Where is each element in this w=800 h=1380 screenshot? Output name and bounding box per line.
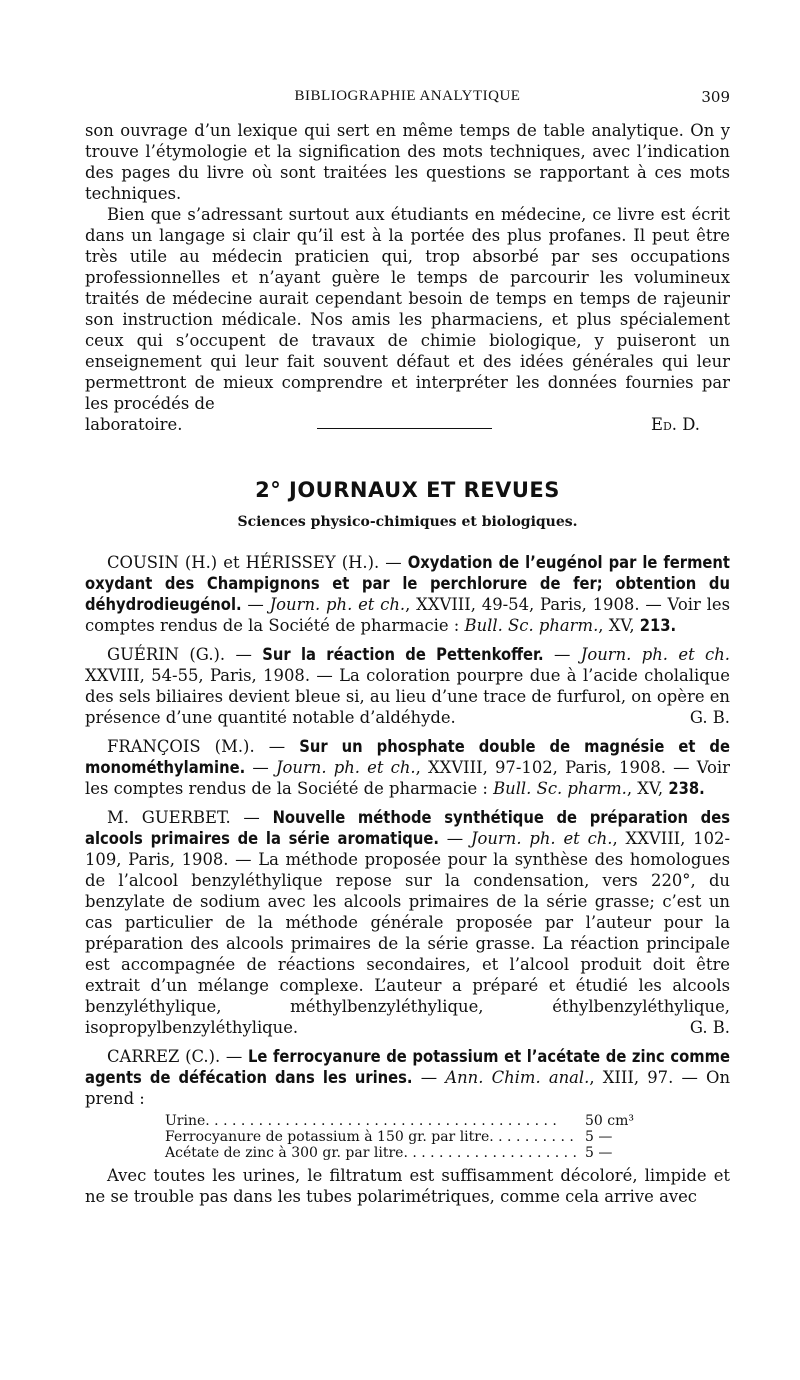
intro-closing-line — [85, 414, 730, 435]
subsection-title: Sciences physico-chimiques et biologiques. — [237, 514, 578, 530]
entry-title: Oxydation de l’eugénol par le ferment oxydant des Champignons et par le perchlorure de fer; obtention du déhydrodieugénol. — [85, 553, 730, 614]
entry-guerin — [85, 644, 730, 728]
entry-reference: XXVIII, 54-55, Paris, 1908. — La coloration pourpre due à l’acide cholalique des sels biliaires devient bleue si, au lieu d’une trace de furfurol, on opère en présence d’une quantité notable d’aldéhyde. — [85, 666, 730, 727]
entry-journal-2: Bull. Sc. pharm. — [464, 616, 599, 635]
entry-francois — [85, 736, 730, 799]
entry-title: Le ferrocyanure de potassium et l’acétate de zinc comme agents de défécation dans les urines. — [85, 1047, 730, 1087]
page-header — [85, 88, 730, 110]
recipe-ingredient: Acétate de zinc à 300 gr. par litre — [165, 1145, 404, 1161]
recipe-quantity: 50 cm³ — [585, 1113, 634, 1129]
recipe-row — [165, 1129, 645, 1145]
entry-author: CARREZ (C.). — — [107, 1047, 248, 1066]
entry-separator: — — [245, 758, 276, 777]
entry-journal: Journ. ph. et ch. — [275, 758, 416, 777]
recipe-quantity: 5 — — [585, 1145, 613, 1161]
entry-page: 238. — [668, 779, 705, 798]
entry-reference: , XIII, 97. — On prend : — [85, 1068, 730, 1108]
entry-journal: Journ. ph. et ch. — [470, 829, 613, 848]
entry-journal: Journ. ph. et ch. — [580, 645, 730, 664]
entry-title: Sur un phosphate double de magnésie et de monométhylamine. — [85, 737, 730, 777]
closing-paragraph: Avec toutes les urines, le filtratum est suffisamment décoloré, limpide et ne se trouble pas dans les tubes polarimétriques, comme cela arrive avec — [85, 1166, 730, 1206]
entry-guerbet — [85, 807, 730, 1038]
section-divider — [317, 428, 492, 429]
review-continuation — [85, 120, 730, 435]
entry-journal: Journ. ph. et ch. — [269, 595, 406, 614]
entry-journal-2: Bull. Sc. pharm. — [493, 779, 627, 798]
entry-page: 213. — [639, 616, 677, 635]
entry-signature: G. B. — [689, 708, 730, 727]
leader-dots — [403, 1145, 579, 1161]
entry-author: M. GUERBET. — — [107, 808, 273, 827]
journal-entries — [85, 552, 730, 1207]
entry-cousin — [85, 552, 730, 636]
entry-reference: , XXVIII, 102-109, Paris, 1908. — La méthode proposée pour la synthèse des homologues de l’alcool benzyléthylique repose sur la condensation, vers 220°, du benzylate de sodium avec les alcools primaires de la série grasse; c’est un cas particulier de la méthode générale proposée par l’auteur pour la préparation des alcools primaires de la série grasse. La réaction principale est accompagnée de réactions secondaires, et l’alcool produit doit être extrait d’un mélange complexe. L’auteur a préparé et étudié les alcools benzyléthylique, méthylbenzyléthylique, éthylbenzyléthylique, isopropylbenzyléthylique. — [85, 829, 730, 1037]
entry-title: Nouvelle méthode synthétique de préparation des alcools primaires de la série aromatique. — [85, 808, 731, 848]
review-signature: Ed. D. — [651, 415, 700, 434]
running-title: BIBLIOGRAPHIE ANALYTIQUE — [294, 88, 521, 104]
entry-reference-2: , XV, — [626, 779, 669, 798]
entry-carrez — [85, 1046, 730, 1109]
entry-reference-2: , XV, — [598, 616, 640, 635]
entry-author: GUÉRIN (G.). — — [107, 645, 263, 664]
entry-author: FRANÇOIS (M.). — — [107, 737, 300, 756]
section-title: 2° JOURNAUX ET REVUES — [255, 478, 560, 502]
page-number: 309 — [701, 88, 730, 106]
recipe-row — [165, 1113, 645, 1129]
leader-dots — [205, 1113, 579, 1129]
entry-reference: , XXVIII, 97-102, Paris, 1908. — Voir les comptes rendus de la Société de pharmacie : — [85, 758, 730, 798]
recipe-ingredient: Ferrocyanure de potassium à 150 gr. par litre — [165, 1129, 490, 1145]
intro-paragraph-1: son ouvrage d’un lexique qui sert en même temps de table analytique. On y trouve l’étymologie et la signification des mots techniques, avec l’indication des pages du livre où sont traitées les questions se rapportant à ces mots techniques. — [85, 121, 730, 203]
entry-separator: — — [241, 595, 270, 614]
entry-separator: — — [543, 645, 581, 664]
entry-signature: G. B. — [689, 1018, 730, 1037]
intro-last-word: laboratoire. — [85, 415, 183, 434]
entry-journal: Ann. Chim. anal. — [445, 1068, 590, 1087]
leader-dots — [489, 1129, 579, 1145]
entry-reference: , XXVIII, 49-54, Paris, 1908. — Voir les comptes rendus de la Société de pharmacie : — [85, 595, 730, 635]
entry-separator: — — [412, 1068, 446, 1087]
entry-author: COUSIN (H.) et HÉRISSEY (H.). — — [107, 553, 408, 572]
entry-title: Sur la réaction de Pettenkoffer. — [262, 645, 544, 664]
recipe-row — [165, 1145, 645, 1161]
entry-separator: — — [438, 829, 471, 848]
recipe-table — [165, 1113, 645, 1161]
intro-paragraph-2: Bien que s’adressant surtout aux étudiants en médecine, ce livre est écrit dans un langage si clair qu’il est à la portée des plus profanes. Il peut être très utile au médecin praticien qui, trop absorbé par ses occupations professionnelles et n’ayant guère le temps de parcourir les volumineux traités de médecine aurait cependant besoin de temps en temps de rajeunir son instruction médicale. Nos amis les pharmaciens, et plus spécialement ceux qui s’occupent de travaux de chimie biologique, y puiseront un enseignement qui leur fait souvent défaut et des idées générales qui leur permettront de mieux comprendre et interpréter les données fournies par les procédés de — [85, 205, 730, 413]
recipe-ingredient: Urine — [165, 1113, 206, 1129]
recipe-quantity: 5 — — [585, 1129, 613, 1145]
